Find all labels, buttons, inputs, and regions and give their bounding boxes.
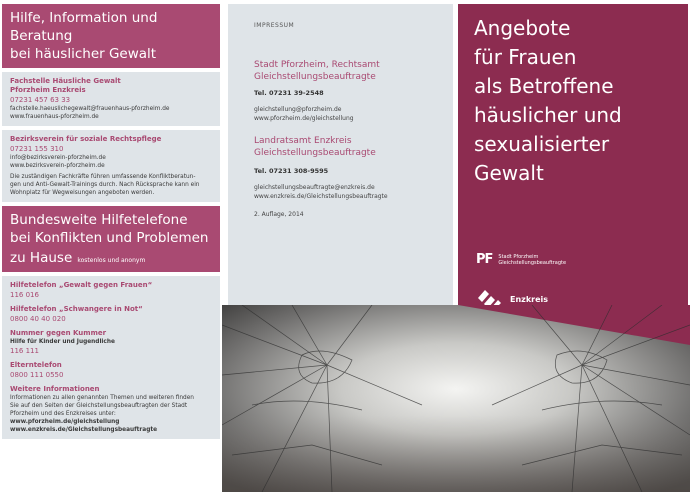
pforzheim-logo-line1: Stadt Pforzheim <box>498 253 539 260</box>
hotline-pregnant-title: Hilfetelefon „Schwangere in Not“ <box>10 305 143 313</box>
edition-note: 2. Auflage, 2014 <box>254 211 304 218</box>
hotlines-header-suffix: kostenlos und anonym <box>77 257 146 264</box>
hotlines-header-line1: Bundesweite Hilfetelefone <box>10 212 188 228</box>
cover-title <box>474 14 622 188</box>
org1-line1: Stadt Pforzheim, Rechtsamt <box>254 60 380 70</box>
hotline-parents-title: Elterntelefon <box>10 361 62 369</box>
help-header <box>2 4 220 68</box>
fachstelle-title: Fachstelle Häusliche Gewalt <box>10 77 121 85</box>
pforzheim-logo-label <box>498 254 566 266</box>
more-info-text3: Pforzheim und des Enzkreises unter: <box>10 411 116 417</box>
broken-glass-photo <box>222 305 690 492</box>
fachstelle-phone: 07231 457 63 33 <box>10 96 71 104</box>
hotline-kummer-subtitle: Hilfe für Kinder und Jugendliche <box>10 339 115 345</box>
cover-title-line3: als Betroffene <box>474 74 614 98</box>
fachstelle-subtitle: Pforzheim Enzkreis <box>10 86 86 94</box>
pforzheim-logo-icon: PF <box>476 252 493 267</box>
more-info-title: Weitere Informationen <box>10 385 100 393</box>
bezirksverein-text3: Wohnplatz für Wegweisungen angeboten werden. <box>10 190 155 196</box>
org2-tel: Tel. 07231 308-9595 <box>254 167 329 175</box>
fachstelle-email: fachstelle.haeuslichegewalt@frauenhaus-pforzheim.de <box>10 106 170 112</box>
pforzheim-logo <box>476 252 566 267</box>
bezirksverein-text1: Die zuständigen Fachkräfte führen umfassende Konfliktberatun- <box>10 174 196 180</box>
bezirksverein-email: info@bezirksverein-pforzheim.de <box>10 155 106 161</box>
bezirksverein-box <box>2 130 220 202</box>
hotline-pregnant-phone: 0800 40 40 020 <box>10 315 66 323</box>
cover-title-line4: häuslicher und <box>474 103 622 127</box>
hotline-parents-phone: 0800 111 0550 <box>10 371 64 379</box>
impressum-block <box>228 4 453 220</box>
fachstelle-box <box>2 72 220 126</box>
pforzheim-logo-line2: Gleichstellungsbeauftragte <box>498 259 567 266</box>
cover-title-line6: Gewalt <box>474 161 544 185</box>
cover-title-line1: Angebote <box>474 16 571 40</box>
hotlines-header-line3-row <box>10 247 212 267</box>
impressum-label: IMPRESSUM <box>254 22 295 29</box>
enzkreis-logo-name: Enzkreis <box>510 294 549 304</box>
hotlines-header <box>2 206 220 272</box>
help-header-line2: bei häuslicher Gewalt <box>10 46 157 62</box>
bezirksverein-title: Bezirksverein für soziale Rechtspflege <box>10 135 162 143</box>
cover-title-line2: für Frauen <box>474 45 577 69</box>
org1-web: www.pforzheim.de/gleichstellung <box>254 114 354 122</box>
hotlines-header-line3: zu Hause <box>10 250 73 266</box>
org2-line2: Gleichstellungsbeauftragte <box>254 148 376 158</box>
bezirksverein-text2: gen und Anti-Gewalt-Trainings durch. Nach Rücksprache kann ein <box>10 182 200 188</box>
hotline-violence-title: Hilfetelefon „Gewalt gegen Frauen“ <box>10 281 153 289</box>
help-header-line1: Hilfe, Information und Beratung <box>10 10 158 44</box>
more-info-text2: Sie auf den Seiten der Gleichstellungsbeauftragten der Stadt <box>10 403 188 409</box>
fachstelle-web: www.frauenhaus-pforzheim.de <box>10 114 99 120</box>
hotlines-box <box>2 276 220 439</box>
hotline-violence-phone: 116 016 <box>10 291 39 299</box>
org2-web: www.enzkreis.de/Gleichstellungsbeauftragte <box>254 192 388 200</box>
org2-line1: Landratsamt Enzkreis <box>254 136 352 146</box>
bezirksverein-web: www.bezirksverein-pforzheim.de <box>10 163 105 169</box>
left-panel <box>2 4 220 488</box>
hotline-kummer-title: Nummer gegen Kummer <box>10 329 107 337</box>
hotlines-header-line2: bei Konflikten und Problemen <box>10 230 209 246</box>
bezirksverein-phone: 07231 155 310 <box>10 145 64 153</box>
org2-email: gleichstellungsbeauftragte@enzkreis.de <box>254 184 375 191</box>
more-info-web1: www.pforzheim.de/gleichstellung <box>10 419 120 425</box>
org1-email: gleichstellung@pforzheim.de <box>254 106 342 113</box>
org1-tel: Tel. 07231 39-2548 <box>254 89 324 97</box>
more-info-text1: Informationen zu allen genannten Themen und weiteren finden <box>10 395 194 401</box>
cover-title-line5: sexualisierter <box>474 132 610 156</box>
org1-line2: Gleichstellungsbeauftragte <box>254 72 376 82</box>
hotline-kummer-phone: 116 111 <box>10 347 39 355</box>
more-info-web2: www.enzkreis.de/Gleichstellungsbeauftragte <box>10 427 158 433</box>
